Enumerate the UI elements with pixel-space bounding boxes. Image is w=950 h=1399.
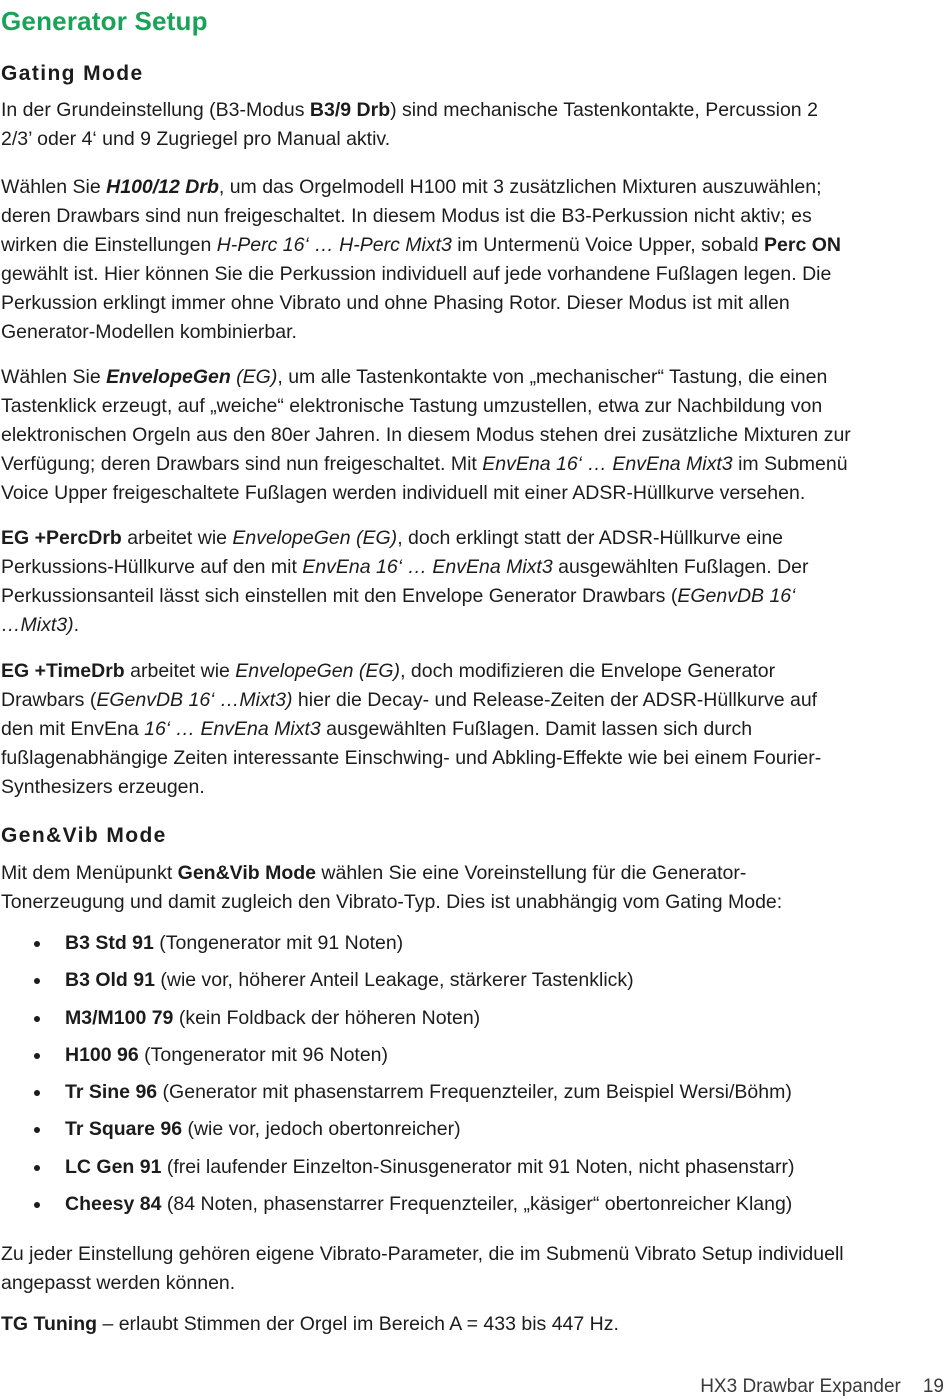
paragraph-tg-tuning: TG Tuning – erlaubt Stimmen der Orgel im Bereich A = 433 bis 447 Hz. xyxy=(1,1313,619,1335)
list-item: B3 Std 91 (Tongenerator mit 91 Noten) xyxy=(0,929,948,966)
paragraph-gating-default: In der Grundeinstellung (B3-Modus B3/9 Drb) sind mechanische Tastenkontakte, Percussion 2 2/3’ oder 4‘ und 9 Zugriegel pro Manual aktiv. xyxy=(1,99,818,150)
footer-document-title: HX3 Drawbar Expander xyxy=(700,1376,901,1397)
section-heading-genvib-mode: Gen&Vib Mode xyxy=(1,824,167,847)
bullet-icon xyxy=(34,1165,40,1171)
list-item: B3 Old 91 (wie vor, höherer Anteil Leakage, stärkerer Tastenklick) xyxy=(0,966,948,1003)
paragraph-gating-eg-percdrb: EG +PercDrb arbeitet wie EnvelopeGen (EG), doch erklingt statt der ADSR-Hüllkurve eine Perkussions-Hüllkurve auf den mit EnvEna 16‘ … EnvEna Mixt3 ausgewählten Fußlagen. Der Perkussionsanteil lässt sich einstellen mit den Envelope Generator Drawbars (EGenvDB 16‘ …Mixt3). xyxy=(1,527,809,636)
bullet-icon xyxy=(34,1053,40,1059)
bullet-icon xyxy=(34,978,40,984)
bullet-icon xyxy=(34,941,40,947)
bullet-icon xyxy=(34,1202,40,1208)
list-item: Cheesy 84 (84 Noten, phasenstarrer Frequenzteiler, „käsiger“ obertonreicher Klang) xyxy=(0,1190,948,1227)
page-number: 19 xyxy=(922,1376,944,1397)
page-footer xyxy=(700,1376,944,1398)
list-item: Tr Sine 96 (Generator mit phasenstarrem Frequenzteiler, zum Beispiel Wersi/Böhm) xyxy=(0,1078,948,1115)
genvib-options-list xyxy=(0,929,948,1227)
list-item: H100 96 (Tongenerator mit 96 Noten) xyxy=(0,1041,948,1078)
list-item: LC Gen 91 (frei laufender Einzelton-Sinusgenerator mit 91 Noten, nicht phasenstarr) xyxy=(0,1153,948,1190)
page-title: Generator Setup xyxy=(1,6,208,36)
list-item: M3/M100 79 (kein Foldback der höheren Noten) xyxy=(0,1004,948,1041)
paragraph-genvib-intro: Mit dem Menüpunkt Gen&Vib Mode wählen Sie eine Voreinstellung für die Generator- Tonerzeugung und damit zugleich den Vibrato-Typ. Dies ist unabhängig vom Gating Mode: xyxy=(1,862,783,913)
paragraph-gating-h100: Wählen Sie H100/12 Drb, um das Orgelmodell H100 mit 3 zusätzlichen Mixturen auszuwählen; deren Drawbars sind nun freigeschaltet. In diesem Modus ist die B3-Perkussion nicht aktiv; es wirken die Einstellungen H-Perc 16‘ … H-Perc Mixt3 im Untermenü Voice Upper, sobald Perc ON gewählt ist. Hier können Sie die Perkussion individuell auf jede vorhandene Fußlagen legen. Die Perkussion erklingt immer ohne Vibrato und ohne Phasing Rotor. Dieser Modus ist mit allen Generator-Modellen kombinierbar. xyxy=(1,176,841,343)
paragraph-genvib-outro: Zu jeder Einstellung gehören eigene Vibrato-Parameter, die im Submenü Vibrato Setup individuell angepasst werden können. xyxy=(1,1243,844,1294)
paragraph-gating-envelopegen: Wählen Sie EnvelopeGen (EG), um alle Tastenkontakte von „mechanischer“ Tastung, die einen Tastenklick erzeugt, auf „weiche“ elektronische Tastung umzustellen, etwa zur Nachbildung von elektronischen Orgeln aus den 80er Jahren. In diesem Modus stehen drei zusätzliche Mixturen zur Verfügung; deren Drawbars sind nun freigeschaltet. Mit EnvEna 16‘ … EnvEna Mixt3 im Submenü Voice Upper freigeschaltete Fußlagen werden individuell mit einer ADSR-Hüllkurve versehen. xyxy=(1,366,851,504)
section-heading-gating-mode: Gating Mode xyxy=(1,62,144,85)
paragraph-gating-eg-timedrb: EG +TimeDrb arbeitet wie EnvelopeGen (EG), doch modifizieren die Envelope Generator Drawbars (EGenvDB 16‘ …Mixt3) hier die Decay- und Release-Zeiten der ADSR-Hüllkurve auf den mit EnvEna 16‘ … EnvEna Mixt3 ausgewählten Fußlagen. Damit lassen sich durch fußlagenabhängige Zeiten interessante Einschwing- und Abkling-Effekte wie bei einem Fourier- Synthesizers erzeugen. xyxy=(1,660,822,798)
bullet-icon xyxy=(34,1090,40,1096)
bullet-icon xyxy=(34,1016,40,1022)
bullet-icon xyxy=(34,1127,40,1133)
list-item: Tr Square 96 (wie vor, jedoch obertonreicher) xyxy=(0,1115,948,1152)
